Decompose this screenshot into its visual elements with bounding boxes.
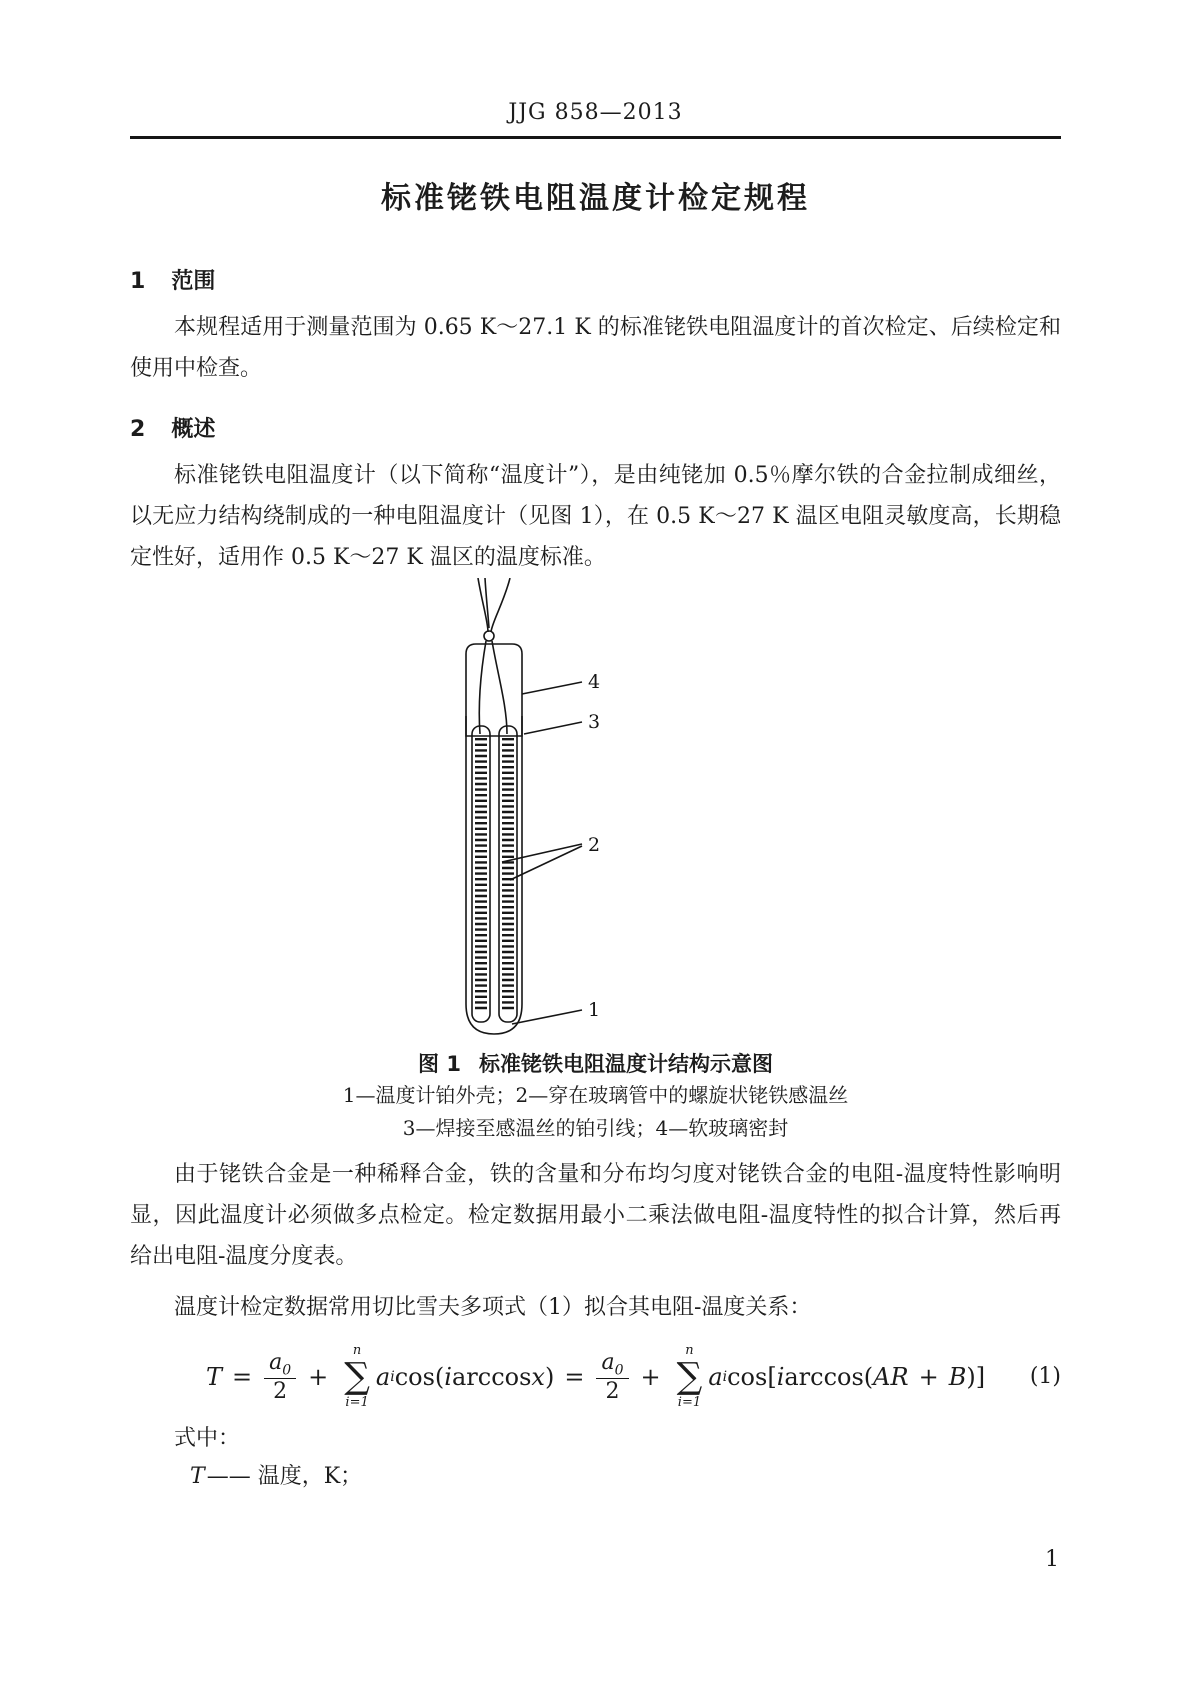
figure-legend-line-2: 3—焊接至感温丝的铂引线；4—软玻璃密封 [402,1116,789,1140]
summation-2: n ∑ i=1 [676,1343,703,1410]
glass-seal-outline [466,644,522,736]
where-symbol-T: T [190,1464,205,1489]
paragraph-formula-intro: 温度计检定数据常用切比雪夫多项式（1）拟合其电阻-温度关系： [174,1295,812,1320]
summation-1: n ∑ i=1 [344,1343,370,1410]
section-1-paragraph: 本规程适用于测量范围为 0.65 K～27.1 K 的标准铑铁电阻温度计的首次检定、后续检定和使用中检查。 [130,315,1061,381]
figure-legend-line-1: 1—温度计铂外壳；2—穿在玻璃管中的螺旋状铑铁感温丝 [342,1083,849,1107]
thermometer-diagram [422,578,632,1040]
section-2-heading [130,415,1061,445]
fraction-a0-over-2: $\frac{a_0}{2}$ [264,1350,296,1405]
page-title: 标准铑铁电阻温度计检定规程 [381,181,810,216]
inner-lead-right [492,641,507,734]
paragraph-dilute-alloy: 由于铑铁合金是一种稀释合金，铁的含量和分布均匀度对铑铁合金的电阻-温度特性影响明显，因此温度计必须做多点检定。检定数据用最小二乘法做电阻-温度特性的拟合计算，然后再给出电阻-温度分度表。 [130,1162,1061,1269]
leader-line-1 [512,1010,582,1024]
section-2-number: 2 [130,417,146,442]
figure-caption-number: 图 1 [418,1052,461,1076]
wire-bead [484,631,494,641]
figure-label-2: 2 [588,834,601,856]
var-T: T [205,1363,222,1391]
fraction-a0-over-2-second: $\frac{a_0}{2}$ [596,1350,628,1405]
section-2-label: 概述 [171,417,216,442]
figure-label-3: 3 [588,711,601,733]
figure-caption [130,1050,1061,1078]
figure-caption-text: 标准铑铁电阻温度计结构示意图 [478,1052,773,1076]
leader-line-4 [522,682,582,694]
where-item-T [130,1460,1061,1494]
inner-lead-left [479,641,486,734]
section-1-label: 范围 [171,269,216,294]
chebyshev-formula: T = $\frac{a_0}{2}$ + n ∑ i=1 a i cos( i arccos x ) = $\frac{a_0}{2}$ + n ∑ i=1 a i cos[ i arccos( AR + B )] [205,1343,986,1410]
section-1-heading [130,267,1061,297]
figure-label-1: 1 [588,999,601,1021]
header-rule [130,136,1061,139]
equation-number: (1) [1029,1364,1061,1389]
section-2-paragraph: 标准铑铁电阻温度计（以下简称“温度计”），是由纯铑加 0.5％摩尔铁的合金拉制成细丝，以无应力结构绕制成的一种电阻温度计（见图 1），在 0.5 K～27 K 温区电阻灵敏度高，长期稳定性好，适用作 0.5 K～27 K 温区的温度标准。 [130,463,1061,570]
where-description: 温度，K； [257,1464,363,1489]
where-label: 式中： [174,1426,241,1451]
section-1-number: 1 [130,269,146,294]
doc-code-header: JJG 858—2013 [508,100,683,125]
figure-1 [130,578,1061,1144]
where-dash: —— [206,1464,251,1489]
leader-line-2b [510,846,582,880]
page-number: 1 [1045,1547,1059,1572]
lead-wire-right [491,578,510,632]
leader-line-3 [524,722,582,734]
equation-1 [130,1340,1061,1414]
figure-label-4: 4 [588,671,601,693]
